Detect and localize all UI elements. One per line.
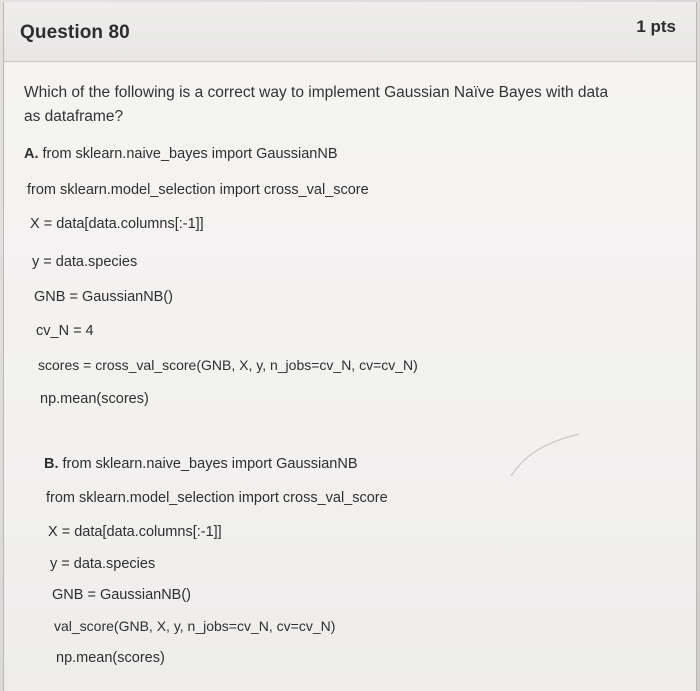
question-header <box>4 2 696 62</box>
option-b-line-6: val_score(GNB, X, y, n_jobs=cv_N, cv=cv_N) <box>54 618 336 634</box>
question-points: 1 pts <box>636 17 676 36</box>
option-a-line-2: from sklearn.model_selection import cross_val_score <box>27 182 369 198</box>
option-b-line-1-text: from sklearn.naive_bayes import GaussianNB <box>62 456 358 472</box>
option-a-line-1[interactable] <box>24 146 338 162</box>
option-a-line-5: GNB = GaussianNB() <box>34 289 174 305</box>
question-prompt: Which of the following is a correct way to implement Gaussian Naïve Bayes with data as dataframe? <box>24 84 609 125</box>
option-b-line-4: y = data.species <box>50 556 156 572</box>
option-b-line-2: from sklearn.model_selection import cross_val_score <box>46 490 388 506</box>
option-b-line-1[interactable] <box>44 456 358 472</box>
question-body <box>4 62 696 691</box>
option-b-line-3: X = data[data.columns[:-1]] <box>48 524 222 540</box>
option-b-line-5: GNB = GaussianNB() <box>52 587 192 603</box>
option-b-line-7: np.mean(scores) <box>56 650 165 666</box>
question-title: Question 80 <box>20 22 130 43</box>
option-a-line-7: scores = cross_val_score(GNB, X, y, n_jobs=cv_N, cv=cv_N) <box>38 357 418 373</box>
option-a-line-8: np.mean(scores) <box>40 391 149 407</box>
pen-stroke-mark <box>509 430 589 480</box>
question-card <box>3 2 697 691</box>
option-a-line-3: X = data[data.columns[:-1]] <box>30 216 204 232</box>
option-a-line-1-text: from sklearn.naive_bayes import GaussianNB <box>42 146 338 162</box>
option-b-letter: B. <box>44 456 59 472</box>
option-a-line-6: cv_N = 4 <box>36 323 94 339</box>
option-a-letter: A. <box>24 146 39 162</box>
option-a-line-4: y = data.species <box>32 254 138 270</box>
